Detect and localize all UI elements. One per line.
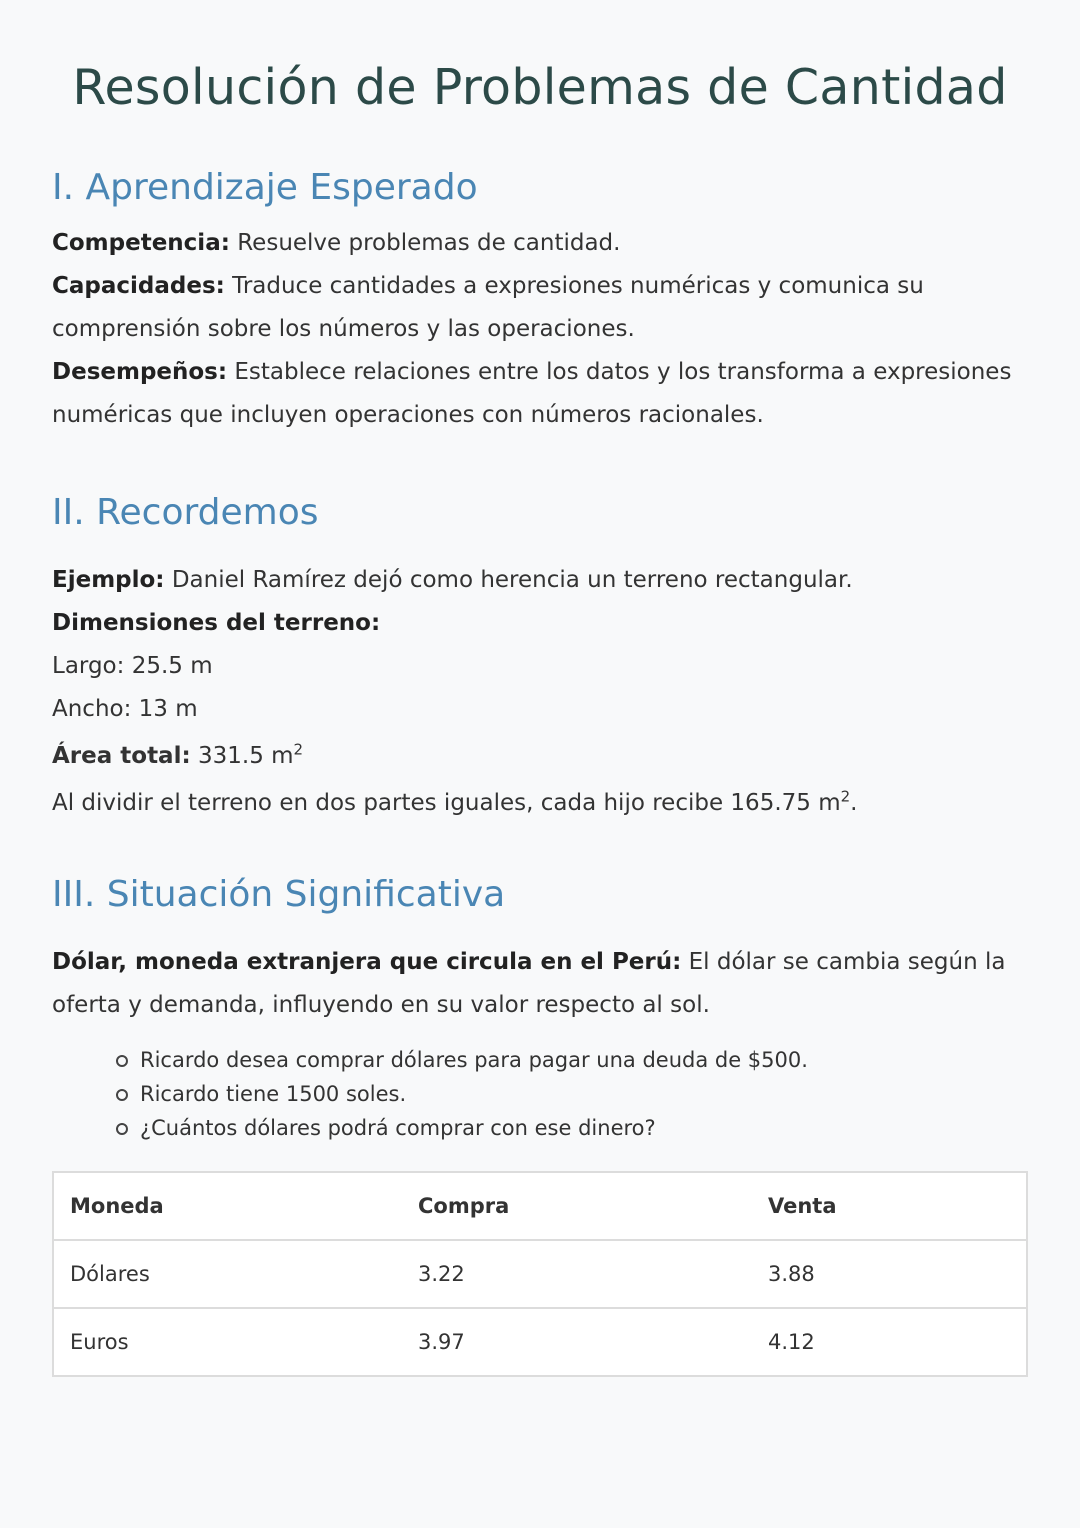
table-cell: 3.97 [402,1308,752,1376]
table-cell: Dólares [53,1240,402,1308]
circle-bullet-icon [116,1123,128,1135]
situation-list [52,1043,1028,1145]
capacidades-paragraph [52,265,1028,351]
list-item [116,1077,1028,1111]
ejemplo-paragraph [52,559,1028,602]
table-row [53,1240,1027,1308]
table-header-row [53,1172,1027,1240]
largo-line: Largo: 25.5 m [52,653,213,679]
intro-paragraph [52,941,1028,1027]
area-value: 331.5 m [190,743,294,769]
dimensiones-label: Dimensiones del terreno: [52,610,381,636]
section-1-body [52,222,1028,437]
intro-text: El dólar se cambia según la oferta y demanda, influyendo en su valor respecto al sol. [52,949,1006,1018]
table-cell: 3.88 [752,1240,1027,1308]
table-cell: 4.12 [752,1308,1027,1376]
table-cell: 3.22 [402,1240,752,1308]
desempenos-label: Desempeños: [52,359,228,385]
competencia-paragraph [52,222,1028,265]
division-end: . [850,790,858,816]
division-exponent: 2 [840,787,851,806]
competencia-text: Resuelve problemas de cantidad. [229,230,621,256]
column-header-moneda: Moneda [53,1172,402,1240]
table-row [53,1308,1027,1376]
ejemplo-text: Daniel Ramírez dejó como herencia un terreno rectangular. [164,567,853,593]
list-item-text: ¿Cuántos dólares podrá comprar con ese dinero? [140,1116,656,1140]
list-item [116,1111,1028,1145]
desempenos-paragraph [52,351,1028,437]
list-item-text: Ricardo desea comprar dólares para pagar una deuda de $500. [140,1048,808,1072]
capacidades-text: Traduce cantidades a expresiones numéricas y comunica su comprensión sobre los números y las operaciones. [52,273,924,342]
intro-label: Dólar, moneda extranjera que circula en el Perú: [52,949,682,975]
section-2-body [52,559,1028,825]
ejemplo-label: Ejemplo: [52,567,165,593]
section-1-heading: I. Aprendizaje Esperado [52,167,478,208]
section-3-heading: III. Situación Significativa [52,874,506,915]
page-title: Resolución de Problemas de Cantidad [72,59,1008,116]
exchange-rate-table [52,1171,1028,1377]
list-item [116,1043,1028,1077]
circle-bullet-icon [116,1055,128,1067]
ancho-line: Ancho: 13 m [52,696,198,722]
division-text: Al dividir el terreno en dos partes iguales, cada hijo recibe 165.75 m [52,790,841,816]
dimensiones-heading [52,602,1028,645]
competencia-label: Competencia: [52,230,230,256]
desempenos-text: Establece relaciones entre los datos y los transforma a expresiones numéricas que incluyen operaciones con números racionales. [52,359,1012,428]
circle-bullet-icon [116,1089,128,1101]
division-line [52,782,1028,825]
section-2-heading: II. Recordemos [52,492,319,533]
area-exponent: 2 [293,740,304,759]
section-3-body [52,941,1028,1377]
column-header-venta: Venta [752,1172,1027,1240]
table-cell: Euros [53,1308,402,1376]
list-item-text: Ricardo tiene 1500 soles. [140,1082,407,1106]
area-label: Área total: [52,743,191,769]
column-header-compra: Compra [402,1172,752,1240]
capacidades-label: Capacidades: [52,273,225,299]
area-line [52,735,1028,778]
